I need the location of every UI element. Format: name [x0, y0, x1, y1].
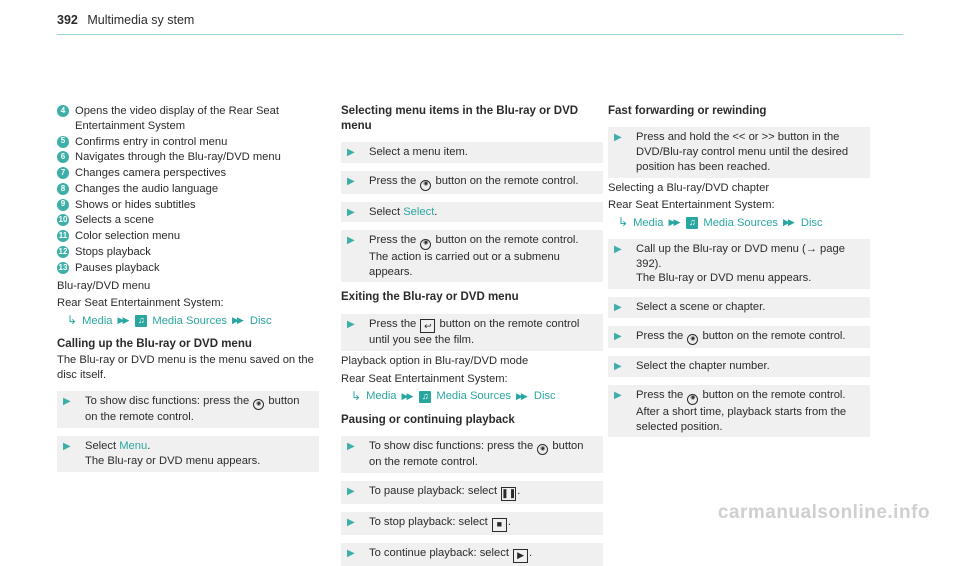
numbered-list [57, 104, 319, 276]
nav-media-sources[interactable]: Media Sources [436, 390, 512, 403]
chevron-double-icon: ▶▶ [232, 315, 242, 326]
nav-path [67, 313, 319, 329]
column-1 [57, 104, 319, 472]
list-item-text: Shows or hides subtitles [75, 198, 196, 211]
step-arrow-icon: ▶ [614, 243, 622, 255]
paragraph: The Blu-ray or DVD menu is the menu saved on the disc itself. [57, 354, 314, 381]
step-arrow-icon: ▶ [614, 390, 622, 402]
step-arrow-icon: ▶ [347, 517, 355, 528]
list-item-text: Opens the video display of the Rear Seat Entertainment System [75, 105, 279, 132]
system-label: Rear Seat Entertainment System: [341, 373, 508, 386]
heading-fast-forward: Fast forwarding or rewinding [608, 105, 767, 117]
list-item-text: Changes camera perspectives [75, 167, 227, 180]
nav-path [618, 215, 870, 231]
playback-option-label: Playback option in Blu-ray/DVD mode [341, 355, 529, 368]
heading-selecting-items: Selecting menu items in the Blu-ray or DVD menu [341, 105, 579, 133]
number-badge-icon: 6 [57, 151, 69, 163]
stop-icon: ■ [492, 518, 507, 532]
return-arrow-icon: ↳ [67, 313, 78, 328]
ok-button-icon: ◉ [537, 444, 548, 455]
step: ▶ Select a menu item. [341, 142, 603, 163]
number-badge-icon: 5 [57, 136, 69, 148]
list-item-text: Navigates through the Blu-ray/DVD menu [75, 151, 281, 164]
chevron-double-icon: ▶▶ [117, 315, 128, 326]
list-item [57, 150, 319, 165]
column-3 [608, 104, 870, 437]
watermark: carmanualsonline.info [717, 501, 930, 523]
ok-button-icon: ◉ [420, 239, 431, 250]
list-item [57, 104, 319, 134]
menu-title: Blu-ray/DVD menu [57, 279, 151, 292]
list-item-text: Stops playback [75, 246, 151, 259]
chapter-label: Selecting a Blu-ray/DVD chapter [608, 181, 770, 194]
step-arrow-icon: ▶ [614, 132, 622, 144]
return-arrow-icon: ↳ [351, 388, 362, 403]
step: ▶ Select Menu. The Blu-ray or DVD menu appears. [57, 436, 319, 472]
step-arrow-icon: ▶ [347, 318, 355, 330]
number-badge-icon: 10 [57, 214, 69, 226]
step: ▶ Press and hold the << or >> button in the DVD/Blu-ray control menu until the desired position has been reached. [608, 127, 870, 177]
return-arrow-icon: ↳ [618, 215, 629, 230]
step-arrow-icon: ▶ [347, 547, 355, 559]
number-badge-icon: 9 [57, 199, 69, 211]
chevron-double-icon: ▶▶ [516, 390, 526, 401]
media-sources-icon: ♫ [686, 217, 698, 229]
step: ▶ Call up the Blu-ray or DVD menu (→ page 392). The Blu-ray or DVD menu appears. [608, 239, 870, 289]
heading-calling-menu: Calling up the Blu-ray or DVD menu [57, 337, 252, 350]
section-title: Multimedia sy stem [87, 13, 195, 27]
list-item [57, 261, 319, 276]
page-number: 392 [57, 13, 78, 27]
media-sources-icon: ♫ [419, 391, 431, 403]
menu-option[interactable]: Menu [119, 439, 148, 452]
step-arrow-icon: ▶ [614, 302, 622, 314]
header-rule [57, 34, 903, 35]
number-badge-icon: 7 [57, 167, 69, 179]
step-arrow-icon: ▶ [347, 206, 355, 218]
list-item [57, 135, 319, 150]
step: ▶ Press the ◉ button on the remote control. [341, 171, 603, 193]
media-sources-icon: ♫ [135, 315, 147, 327]
chevron-double-icon: ▶▶ [401, 390, 412, 401]
list-item [57, 182, 319, 197]
nav-disc[interactable]: Disc [800, 216, 823, 229]
list-item [57, 245, 319, 260]
list-item [57, 213, 319, 228]
step: ▶ Press the ◉ button on the remote control. After a short time, playback starts from the selected position. [608, 385, 870, 437]
list-item-text: Color selection menu [75, 230, 181, 243]
ok-button-icon: ◉ [687, 394, 698, 405]
list-item-text: Pauses playback [75, 261, 160, 274]
page-header [57, 12, 194, 29]
step-arrow-icon: ▶ [63, 395, 71, 407]
list-item [57, 198, 319, 213]
ok-button-icon: ◉ [687, 334, 698, 345]
column-2 [341, 104, 603, 566]
ok-button-icon: ◉ [253, 399, 264, 410]
nav-media[interactable]: Media [82, 314, 113, 327]
step-arrow-icon: ▶ [347, 486, 355, 498]
back-button-icon: ↩ [420, 319, 435, 333]
step: ▶ To show disc functions: press the ◉ button on the remote control. [57, 391, 319, 428]
select-option[interactable]: Select [403, 205, 435, 218]
list-item-text: Confirms entry in control menu [75, 135, 228, 148]
ok-button-icon: ◉ [420, 180, 431, 191]
step: ▶ To show disc functions: press the ◉ button on the remote control. [341, 436, 603, 473]
step-arrow-icon: ▶ [63, 440, 71, 452]
heading-pausing: Pausing or continuing playback [341, 413, 515, 426]
step: ▶ To stop playback: select ■ . [341, 512, 603, 535]
step-arrow-icon: ▶ [347, 235, 355, 247]
pause-icon: ❚❚ [501, 487, 516, 501]
list-item [57, 166, 319, 181]
number-badge-icon: 11 [57, 230, 69, 242]
nav-media-sources[interactable]: Media Sources [703, 216, 779, 229]
step-arrow-icon: ▶ [347, 440, 355, 452]
list-item-text: Selects a scene [75, 214, 154, 227]
step: ▶ Select a scene or chapter. [608, 297, 870, 318]
step: ▶ Press the ◉ button on the remote control. The action is carried out or a submenu appears. [341, 230, 603, 282]
system-label: Rear Seat Entertainment System: [608, 199, 775, 212]
number-badge-icon: 4 [57, 105, 69, 117]
nav-path [351, 389, 603, 405]
nav-media[interactable]: Media [366, 390, 397, 403]
nav-media-sources[interactable]: Media Sources [152, 314, 228, 327]
step-arrow-icon: ▶ [614, 361, 622, 373]
step-arrow-icon: ▶ [347, 147, 355, 159]
number-badge-icon: 12 [57, 246, 69, 258]
system-label: Rear Seat Entertainment System: [57, 297, 224, 310]
list-item-text: Changes the audio language [75, 182, 219, 195]
play-icon: ▶ [513, 549, 528, 563]
number-badge-icon: 13 [57, 262, 69, 274]
number-badge-icon: 8 [57, 183, 69, 195]
step: ▶ Select Select. [341, 202, 603, 223]
nav-media[interactable]: Media [633, 216, 664, 229]
nav-disc[interactable]: Disc [533, 390, 556, 403]
list-item [57, 229, 319, 244]
step-arrow-icon: ▶ [347, 176, 355, 188]
heading-exiting-menu: Exiting the Blu-ray or DVD menu [341, 291, 519, 304]
chevron-double-icon: ▶▶ [783, 217, 793, 228]
step: ▶ Select the chapter number. [608, 356, 870, 377]
step: ▶ To pause playback: select ❚❚. [341, 481, 603, 504]
step-arrow-icon: ▶ [614, 331, 622, 343]
chevron-double-icon: ▶▶ [668, 217, 679, 228]
nav-disc[interactable]: Disc [249, 314, 272, 327]
step: ▶ Press the ◉ button on the remote control. [608, 326, 870, 348]
step: ▶ Press the ↩ button on the remote control until you see the film. [341, 314, 603, 352]
step: ▶ To continue playback: select ▶ . [341, 543, 603, 566]
